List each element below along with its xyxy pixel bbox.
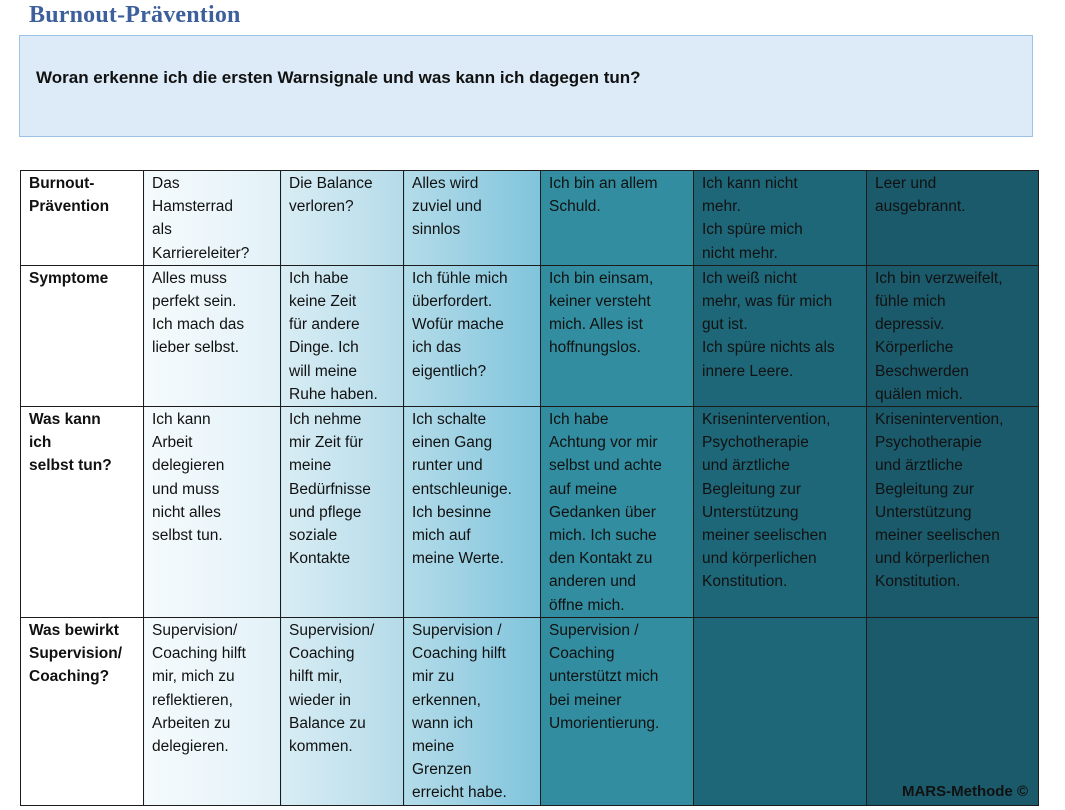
- table-cell: Ich bin verzweifelt, fühle mich depressiv. Körperliche Beschwerden quälen mich.: [867, 265, 1039, 406]
- table-row: [21, 407, 1039, 618]
- row-header: Burnout- Prävention: [21, 171, 144, 266]
- burnout-table: [20, 170, 1039, 806]
- table-cell: Krisenintervention, Psychotherapie und ärztliche Begleitung zur Unterstützung meiner seelischen und körperlichen Konstitution.: [694, 407, 867, 618]
- table-cell: Ich schalte einen Gang runter und entschleunige. Ich besinne mich auf meine Werte.: [404, 407, 541, 618]
- table-cell: Das Hamsterrad als Karriereleiter?: [144, 171, 281, 266]
- table-cell: Supervision/ Coaching hilft mir, wieder in Balance zu kommen.: [281, 618, 404, 806]
- question-text: Woran erkenne ich die ersten Warnsignale und was kann ich dagegen tun?: [36, 68, 641, 87]
- table-cell: Alles wird zuviel und sinnlos: [404, 171, 541, 266]
- table-cell: Ich kann Arbeit delegieren und muss nicht alles selbst tun.: [144, 407, 281, 618]
- table-cell: Leer und ausgebrannt.: [867, 171, 1039, 266]
- table-cell: [694, 618, 867, 806]
- table-row: [21, 618, 1039, 806]
- table-cell: Ich nehme mir Zeit für meine Bedürfnisse und pflege soziale Kontakte: [281, 407, 404, 618]
- table-cell: Supervision/ Coaching hilft mir, mich zu reflektieren, Arbeiten zu delegieren.: [144, 618, 281, 806]
- question-box: [19, 35, 1033, 137]
- table-cell: [867, 618, 1039, 806]
- row-header: Symptome: [21, 265, 144, 406]
- copyright-note: MARS-Methode ©: [901, 782, 1028, 800]
- table-cell: Ich habe keine Zeit für andere Dinge. Ich will meine Ruhe haben.: [281, 265, 404, 406]
- row-header: Was bewirkt Supervision/ Coaching?: [21, 618, 144, 806]
- table-cell: Ich weiß nicht mehr, was für mich gut ist. Ich spüre nichts als innere Leere.: [694, 265, 867, 406]
- table-cell: Ich habe Achtung vor mir selbst und achte auf meine Gedanken über mich. Ich suche den Kontakt zu anderen und öffne mich.: [541, 407, 694, 618]
- table-row: [21, 171, 1039, 266]
- page-title: Burnout-Prävention: [29, 2, 241, 28]
- table-cell: Ich fühle mich überfordert. Wofür mache ich das eigentlich?: [404, 265, 541, 406]
- table-cell: Alles muss perfekt sein. Ich mach das lieber selbst.: [144, 265, 281, 406]
- table-cell: Ich bin einsam, keiner versteht mich. Alles ist hoffnungslos.: [541, 265, 694, 406]
- table-cell: Ich kann nicht mehr. Ich spüre mich nicht mehr.: [694, 171, 867, 266]
- table-row: [21, 265, 1039, 406]
- table-cell: Die Balance verloren?: [281, 171, 404, 266]
- table-cell: Krisenintervention, Psychotherapie und ärztliche Begleitung zur Unterstützung meiner seelischen und körperlichen Konstitution.: [867, 407, 1039, 618]
- table-cell: Supervision / Coaching hilft mir zu erkennen, wann ich meine Grenzen erreicht habe.: [404, 618, 541, 806]
- row-header: Was kann ich selbst tun?: [21, 407, 144, 618]
- table-cell: Supervision / Coaching unterstützt mich bei meiner Umorientierung.: [541, 618, 694, 806]
- table-cell: Ich bin an allem Schuld.: [541, 171, 694, 266]
